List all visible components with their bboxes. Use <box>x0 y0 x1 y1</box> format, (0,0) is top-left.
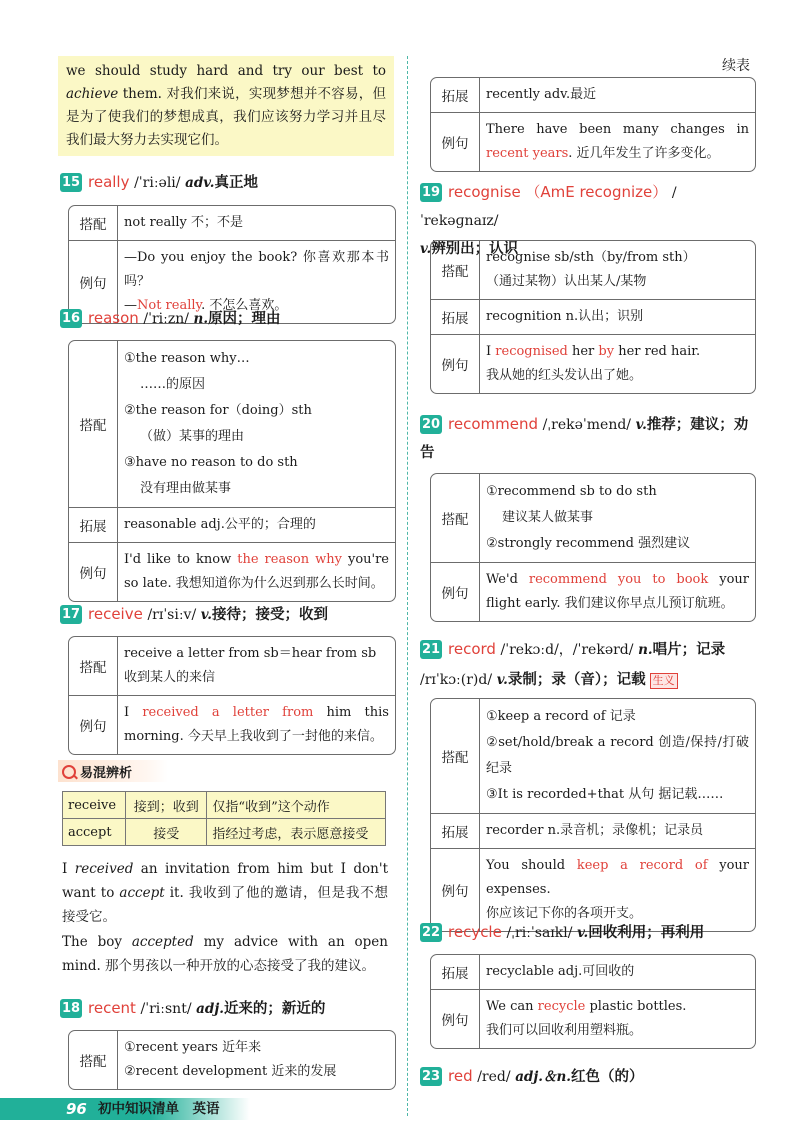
confusion-example-2: The boy accepted my advice with an open mind. 那个男孩以一种开放的心态接受了我的建议。 <box>62 934 388 974</box>
continued-label: 续表 <box>722 58 750 74</box>
entry-22-heading: 22 recycle /ˌriːˈsaɪkl/ v.回收利用；再利用 <box>421 923 705 941</box>
entry-17-table: 搭配 receive a letter from sb＝hear from sb 收到某人的来信 例句 I received a letter from him this morning. 今天早上我收到了一封他的来信。 <box>68 636 396 755</box>
entry-20-table: 搭配 ①recommend sb to do sth 建议某人做某事 ②strongly recommend 强烈建议 例句 We'd recommend you to book your flight early. 我们建议你早点儿预订航班。 <box>430 473 756 622</box>
confusion-example-1: I received an invitation from him but I don't want to accept it. 我收到了他的邀请，但是我不想接受它。 <box>62 861 388 925</box>
entry-20-heading: 20 recommend /ˌrekəˈmend/ v.推荐；建议；劝告 <box>420 415 749 461</box>
entry-22-table: 拓展 recyclable adj.可回收的 例句 We can recycle plastic bottles. 我们可以回收利用塑料瓶。 <box>430 954 756 1049</box>
table-row: accept 接受 指经过考虑，表示愿意接受 <box>63 819 386 846</box>
column-divider <box>407 56 408 1116</box>
table-row: receive 接到；收到 仅指“收到”这个动作 <box>63 792 386 819</box>
new-meaning-tag: 生义 <box>650 673 678 689</box>
page-number: 96 <box>66 1100 87 1118</box>
confusion-table <box>62 791 386 846</box>
confusion-title: 易混辨析 <box>62 762 132 781</box>
entry-19-table: 搭配 recognise sb/sth（by/from sth） （通过某物）认出某人/某物 拓展 recognition n.认出；识别 例句 I recognised her by her red hair. 我从她的红头发认出了她。 <box>430 240 756 394</box>
entry-21-table: 搭配 ①keep a record of 记录 ②set/hold/break a record 创造/保持/打破纪录 ③It is recorded+that 从句 据记载…… 拓展 recorder n.录音机；录像机；记录员 例句 You should keep a record of your expenses. 你应该记下你的各项开支。 <box>430 698 756 932</box>
entry-15-table: 搭配 not really 不；不是 例句 —Do you enjoy the book? 你喜欢那本书吗？ —Not really. 不怎么喜欢。 <box>68 205 396 324</box>
magnifier-icon <box>62 765 76 779</box>
entry-21-heading: 21 record /ˈrekɔːd/，/ˈrekərd/ n.唱片；记录 /rɪˈkɔː(r)d/ v.录制；录（音）；记载 生义 <box>420 640 726 688</box>
intro-paragraph: we should study hard and try our best to achieve them. 对我们来说，实现梦想并不容易，但是为了使我们的梦想成真，我们应该努力学习并且尽我们最大努力去实现它们。 <box>58 56 394 156</box>
entry-18-table-part2: 拓展 recently adv.最近 例句 There have been many changes in recent years. 近几年发生了许多变化。 <box>430 77 756 172</box>
entry-19-heading: 19 recognise （AmE recognize） /ˈrekəɡnaɪz/ v.辨别出；认识 <box>420 183 677 257</box>
entry-15-heading: 15 really /ˈriːəli/ adv.真正地 <box>61 173 258 191</box>
book-title: 初中知识清单 英语 <box>98 1101 220 1117</box>
entry-18-heading: 18 recent /ˈriːsnt/ adj.近来的；新近的 <box>61 999 326 1017</box>
entry-17-heading: 17 receive /rɪˈsiːv/ v.接待；接受；收到 <box>61 605 328 623</box>
entry-18-table-part1: 搭配 ①recent years 近年来 ②recent development 近来的发展 <box>68 1030 396 1090</box>
entry-16-table: 搭配 ①the reason why… ……的原因 ②the reason for（doing）sth （做）某事的理由 ③have no reason to do sth 没有理由做某事 拓展 reasonable adj.公平的；合理的 例句 I'd like to know the reason why you're so late. 我想知道你为什么迟到那么长时间。 <box>68 340 396 602</box>
entry-16-heading: 16 reason /ˈriːzn/ n.原因；理由 <box>61 309 281 327</box>
entry-23-heading: 23 red /red/ adj.＆n.红色（的） <box>421 1067 644 1085</box>
